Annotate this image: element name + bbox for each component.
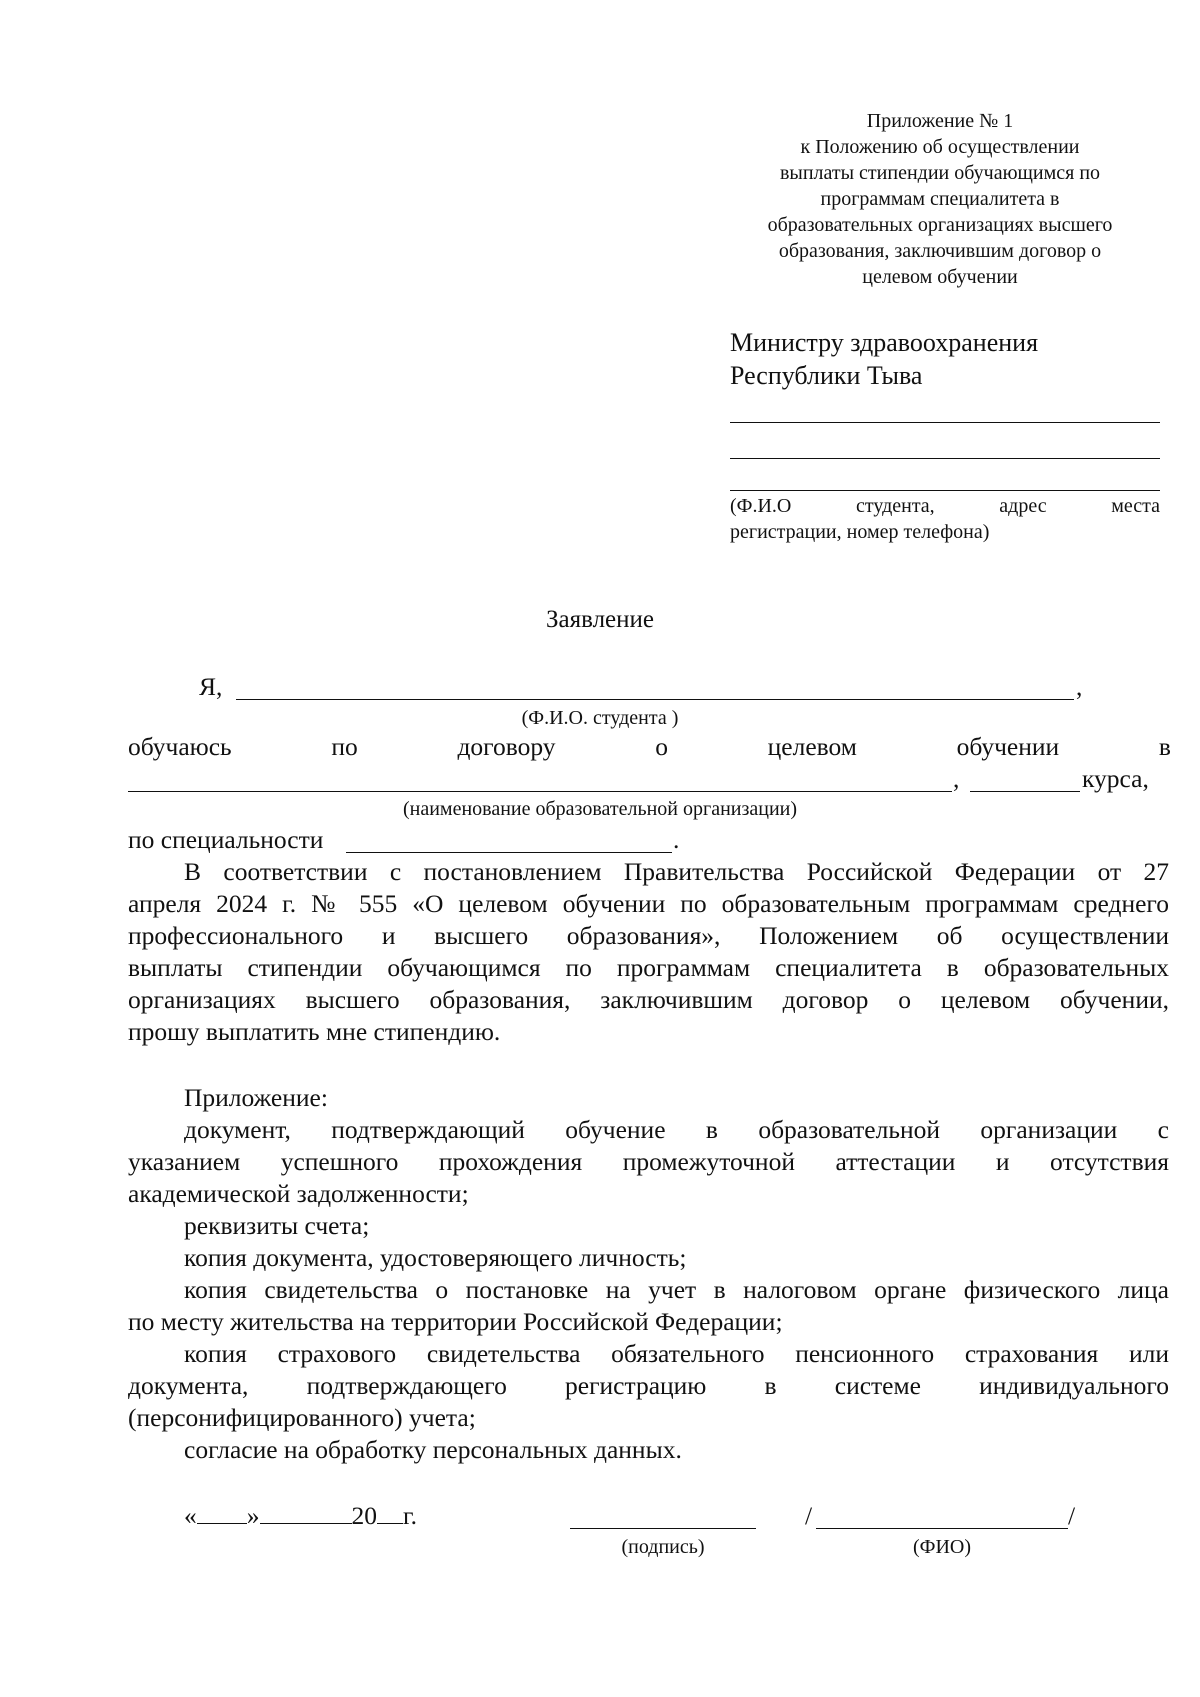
paragraph-line: В соответствии с постановлением Правительства Российской Федерации от 27	[184, 857, 1169, 886]
addressee-line: Республики Тыва	[730, 361, 923, 390]
course-field[interactable]	[970, 791, 1080, 792]
study-word: обучении	[956, 732, 1060, 761]
study-line	[128, 731, 1171, 763]
student-fio-field[interactable]	[236, 699, 1074, 700]
paragraph-last-line: прошу выплатить мне стипендию.	[128, 1017, 501, 1046]
study-word: по	[331, 732, 358, 761]
organization-field[interactable]	[128, 791, 952, 792]
paragraph-line: организациях высшего образования, заключившим договор о целевом обучении,	[128, 985, 1169, 1014]
year-field[interactable]	[377, 1501, 403, 1524]
close-quote: »	[246, 1501, 260, 1530]
attachment-item-line: по месту жительства на территории Российской Федерации;	[128, 1307, 783, 1336]
paragraph-line: профессионального и высшего образования», Положением об осуществлении	[128, 921, 1169, 950]
year-suffix: г.	[403, 1501, 417, 1530]
appendix-line: образовательных организациях высшего	[767, 214, 1113, 236]
attachments-heading: Приложение:	[184, 1083, 328, 1112]
fio-caption-bottom: (ФИО)	[912, 1536, 971, 1558]
fio-slash-left: /	[805, 1501, 813, 1530]
appendix-line: целевом обучении	[862, 266, 1018, 288]
addressee-line: Министру здравоохранения	[730, 328, 1039, 357]
addressee-blank-line[interactable]	[730, 458, 1160, 459]
signature-caption: (подпись)	[621, 1536, 705, 1558]
attachment-item: реквизиты счета;	[184, 1211, 370, 1240]
study-word: обучаюсь	[128, 732, 232, 761]
fio-slash-right: /	[1068, 1501, 1076, 1530]
fio-caption: (Ф.И.О. студента )	[521, 707, 679, 729]
signature-fio-field[interactable]	[816, 1528, 1068, 1529]
ya-label: Я,	[199, 672, 223, 701]
addressee-caption-line2: регистрации, номер телефона)	[730, 521, 990, 543]
document-title: Заявление	[545, 606, 655, 633]
org-caption: (наименование образовательной организации)	[402, 798, 798, 820]
caption-word: адрес	[999, 495, 1047, 517]
addressee-blank-line[interactable]	[730, 490, 1160, 491]
appendix-line: Приложение № 1	[866, 110, 1014, 132]
month-field[interactable]	[260, 1501, 352, 1524]
attachment-item-line: документ, подтверждающий обучение в образовательной организации с	[184, 1115, 1169, 1144]
addressee-blank-line[interactable]	[730, 422, 1160, 423]
appendix-line: к Положению об осуществлении	[800, 136, 1080, 158]
appendix-line: программам специалитета в	[820, 188, 1060, 210]
fio-comma: ,	[1076, 672, 1083, 701]
attachment-item-line: академической задолженности;	[128, 1179, 469, 1208]
caption-word: (Ф.И.О	[730, 495, 792, 517]
attachment-item-line: копия свидетельства о постановке на учет в налоговом органе физического лица	[184, 1275, 1169, 1304]
study-word: о	[655, 732, 668, 761]
attachment-item: согласие на обработку персональных данных.	[184, 1435, 682, 1464]
specialty-label: по специальности	[128, 825, 324, 854]
caption-word: места	[1111, 495, 1160, 517]
date-field	[184, 1500, 417, 1532]
specialty-field[interactable]	[346, 852, 672, 853]
appendix-line: образования, заключившим договор о	[778, 240, 1102, 262]
attachment-item-line: (персонифицированного) учета;	[128, 1403, 476, 1432]
addressee-caption	[730, 494, 1160, 518]
signature-field[interactable]	[570, 1528, 756, 1529]
paragraph-line: апреля 2024 г. № 555 «О целевом обучении по образовательным программам среднего	[128, 889, 1169, 918]
attachment-item-line: указанием успешного прохождения промежуточной аттестации и отсутствия	[128, 1147, 1169, 1176]
year-prefix: 20	[351, 1501, 377, 1530]
course-label: курса,	[1082, 764, 1149, 793]
paragraph-line: выплаты стипендии обучающимся по программам специалитета в образовательных	[128, 953, 1169, 982]
specialty-end: .	[673, 825, 680, 854]
caption-word: студента,	[855, 495, 935, 517]
attachment-item-line: документа, подтверждающего регистрацию в системе индивидуального	[128, 1371, 1169, 1400]
appendix-line: выплаты стипендии обучающимся по	[779, 162, 1101, 184]
study-word: договору	[457, 732, 556, 761]
day-field[interactable]	[197, 1501, 247, 1524]
study-word: в	[1158, 732, 1171, 761]
attachment-item-line: копия страхового свидетельства обязательного пенсионного страхования или	[184, 1339, 1169, 1368]
study-word: целевом	[767, 732, 857, 761]
attachment-item: копия документа, удостоверяющего личность;	[184, 1243, 687, 1272]
org-comma: ,	[953, 764, 960, 793]
open-quote: «	[184, 1501, 197, 1530]
